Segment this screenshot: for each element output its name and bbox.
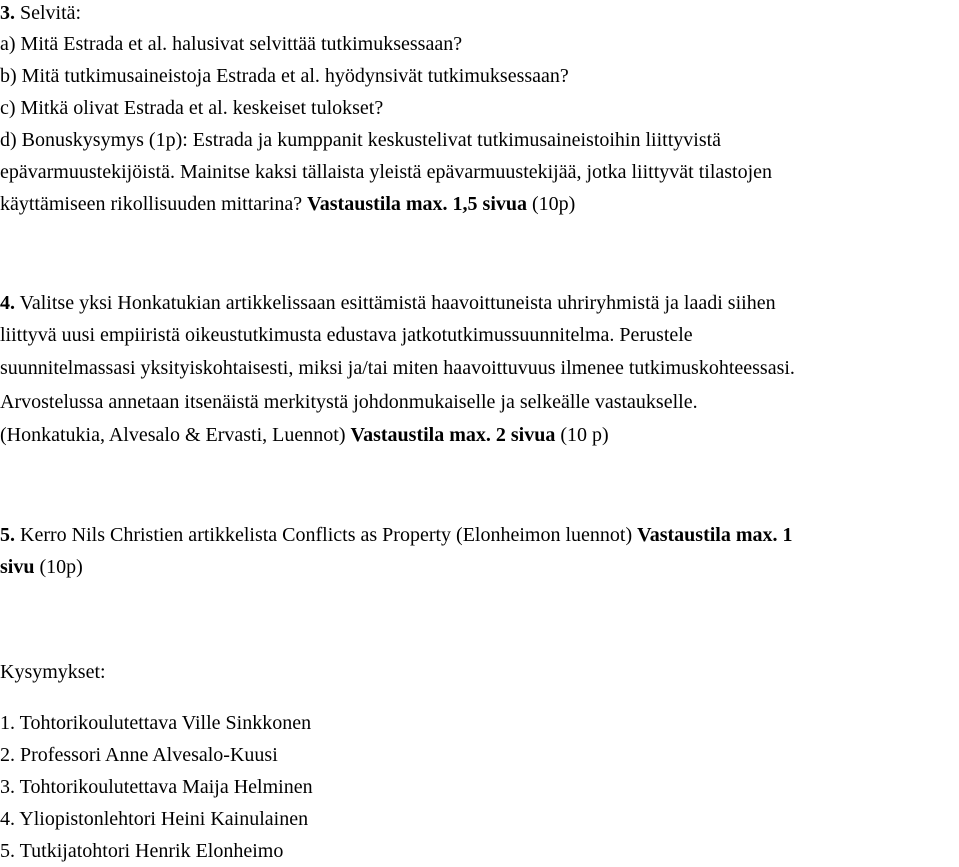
q3-number: 3. bbox=[0, 2, 15, 24]
questioner-3: 3. Tohtorikoulutettava Maija Helminen bbox=[0, 776, 313, 798]
q4-points: (10 p) bbox=[555, 424, 609, 446]
q4-answer-limit: Vastaustila max. 2 sivua bbox=[350, 424, 556, 446]
q4-line4: Arvostelussa annetaan itsenäistä merkitystä johdonmukaiselle ja selkeälle vastaukselle. bbox=[0, 391, 698, 413]
q5-line2 bbox=[0, 551, 83, 583]
q3-item-c: c) Mitkä olivat Estrada et al. keskeiset tulokset? bbox=[0, 97, 384, 119]
q5-text: Kerro Nils Christien artikkelista Conflicts as Property (Elonheimon luennot) bbox=[15, 524, 638, 546]
q3-title: Selvitä: bbox=[15, 2, 82, 24]
q3-answer-limit: Vastaustila max. 1,5 sivua bbox=[307, 193, 527, 215]
q3-heading bbox=[0, 0, 81, 29]
questioners-heading: Kysymykset: bbox=[0, 661, 106, 683]
q3-item-d-line1: d) Bonuskysymys (1p): Estrada ja kumppanit keskustelivat tutkimusaineistoihin liittyvistä bbox=[0, 129, 722, 151]
q4-references: (Honkatukia, Alvesalo & Ervasti, Luennot) bbox=[0, 424, 351, 446]
q5-points: (10p) bbox=[34, 556, 83, 578]
q3-item-a: a) Mitä Estrada et al. halusivat selvittää tutkimuksessaan? bbox=[0, 33, 463, 55]
q4-line2: liittyvä uusi empiiristä oikeustutkimusta edustava jatkotutkimussuunnitelma. Perustele bbox=[0, 324, 693, 346]
q4-text-1: Valitse yksi Honkatukian artikkelissaan esittämistä haavoittuneista uhriryhmistä ja laadi siihen bbox=[15, 292, 776, 314]
q5-answer-limit-part2: sivu bbox=[0, 556, 35, 578]
q3-item-d-line3 bbox=[0, 188, 575, 220]
q3-item-d-text: käyttämiseen rikollisuuden mittarina? bbox=[0, 193, 308, 215]
questioner-4: 4. Yliopistonlehtori Heini Kainulainen bbox=[0, 808, 309, 830]
questioner-5: 5. Tutkijatohtori Henrik Elonheimo bbox=[0, 840, 284, 862]
q3-points: (10p) bbox=[527, 193, 576, 215]
q5-line1 bbox=[0, 519, 793, 551]
questioner-1: 1. Tohtorikoulutettava Ville Sinkkonen bbox=[0, 712, 312, 734]
q5-number: 5. bbox=[0, 524, 15, 546]
q3-item-d-line2: epävarmuustekijöistä. Mainitse kaksi tällaista yleistä epävarmuustekijää, jotka liittyvät tilastojen bbox=[0, 161, 773, 183]
questioner-2: 2. Professori Anne Alvesalo-Kuusi bbox=[0, 744, 278, 766]
q4-number: 4. bbox=[0, 292, 15, 314]
q5-answer-limit-part1: Vastaustila max. 1 bbox=[637, 524, 793, 546]
q3-item-b: b) Mitä tutkimusaineistoja Estrada et al. hyödynsivät tutkimuksessaan? bbox=[0, 65, 569, 87]
q4-line5 bbox=[0, 419, 609, 451]
q4-line3: suunnitelmassasi yksityiskohtaisesti, miksi ja/tai miten haavoittuvuus ilmenee tutkimuskohteessasi. bbox=[0, 357, 795, 379]
q4-line1 bbox=[0, 287, 776, 319]
